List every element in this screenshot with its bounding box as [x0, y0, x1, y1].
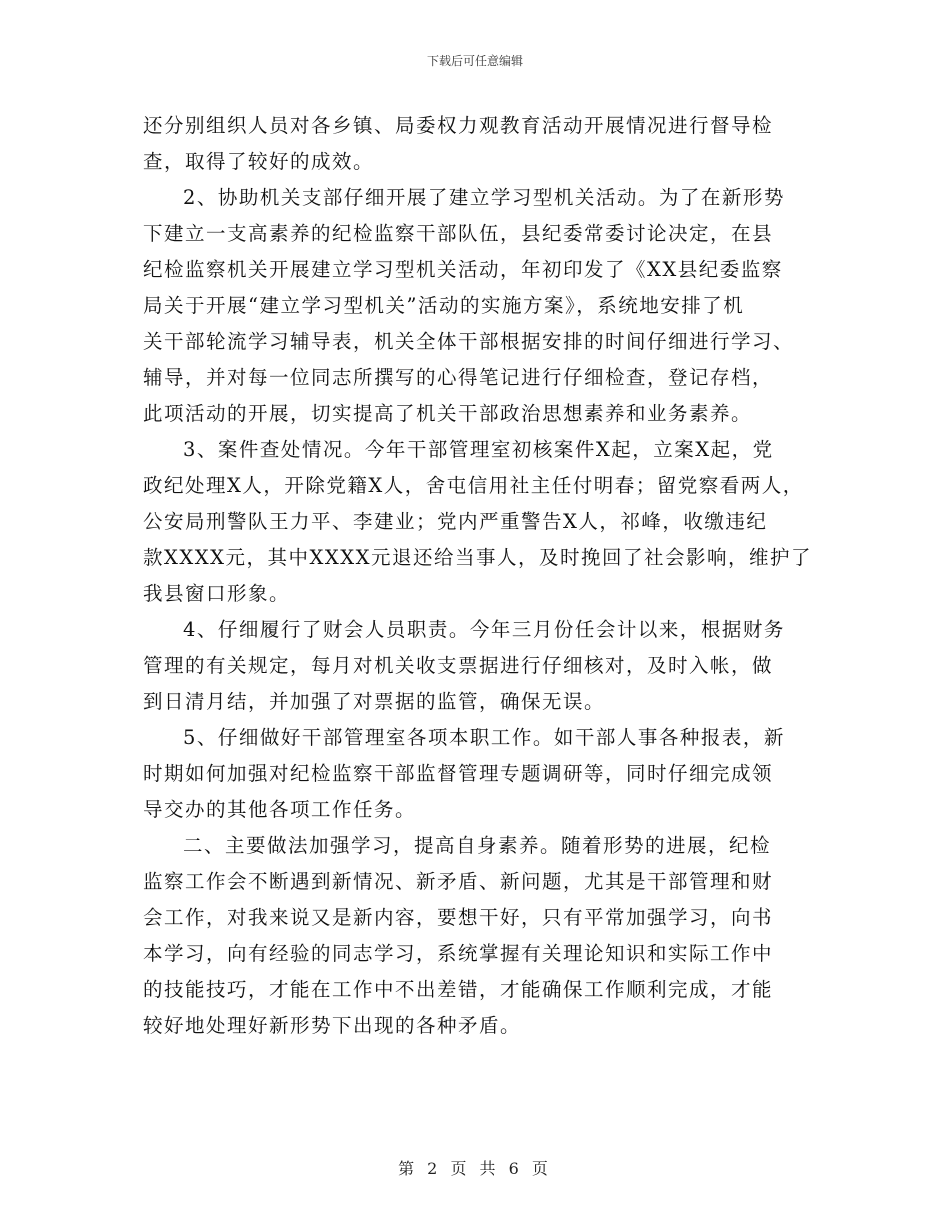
text-line: 到日清月结，并加强了对票据的监管，确保无误。 — [143, 690, 606, 713]
text-line: 二、主要做法加强学习，提高自身素养。随着形势的进展，纪检 — [183, 834, 772, 857]
body-text — [143, 108, 813, 1044]
text-line: 的技能技巧，才能在工作中不出差错，才能确保工作顺利完成，才能 — [143, 978, 774, 1001]
text-line: 本学习，向有经验的同志学习，系统掌握有关理论知识和实际工作中 — [143, 942, 774, 965]
text-line: 会工作，对我来说又是新内容，要想干好，只有平常加强学习，向书 — [143, 906, 774, 929]
text-line: 政纪处理X人，开除党籍X人，舍屯信用社主任付明春；留党察看两人， — [143, 474, 804, 497]
text-line: 局关于开展“建立学习型机关”活动的实施方案》，系统地安排了机 — [143, 294, 745, 317]
text-line: 5、仔细做好干部管理室各项本职工作。如干部人事各种报表，新 — [183, 726, 785, 749]
text-line: 时期如何加强对纪检监察干部监督管理专题调研等，同时仔细完成领 — [143, 762, 774, 785]
text-line: 导交办的其他各项工作任务。 — [143, 798, 417, 821]
text-line: 我县窗口形象。 — [143, 582, 291, 605]
text-line: 公安局刑警队王力平、李建业；党内严重警告X人，祁峰，收缴违纪 — [143, 510, 768, 533]
page-header: 下载后可任意编辑 — [426, 54, 523, 68]
text-line: 还分别组织人员对各乡镇、局委权力观教育活动开展情况进行督导检 — [143, 114, 774, 137]
text-line: 下建立一支高素养的纪检监察干部队伍，县纪委常委讨论决定，在县 — [143, 222, 774, 245]
text-line: 4、仔细履行了财会人员职责。今年三月份任会计以来，根据财务 — [183, 618, 785, 641]
text-line: 监察工作会不断遇到新情况、新矛盾、新问题，尤其是干部管理和财 — [143, 870, 774, 893]
text-line: 此项活动的开展，切实提高了机关干部政治思想素养和业务素养。 — [143, 402, 753, 425]
text-line: 较好地处理好新形势下出现的各种矛盾。 — [143, 1014, 522, 1037]
text-line: 3、案件查处情况。今年干部管理室初核案件X起，立案X起，党 — [183, 438, 774, 461]
page-footer: 第 2 页 共 6 页 — [398, 1159, 552, 1178]
text-line: 管理的有关规定，每月对机关收支票据进行仔细核对，及时入帐，做 — [143, 654, 774, 677]
text-line: 纪检监察机关开展建立学习型机关活动，年初印发了《XX县纪委监察 — [143, 258, 783, 281]
text-line: 辅导，并对每一位同志所撰写的心得笔记进行仔细检查，登记存档， — [143, 366, 774, 389]
text-line: 2、协助机关支部仔细开展了建立学习型机关活动。为了在新形势 — [183, 186, 785, 209]
text-line: 关干部轮流学习辅导表，机关全体干部根据安排的时间仔细进行学习、 — [143, 330, 795, 353]
text-line: 查，取得了较好的成效。 — [143, 150, 375, 173]
text-line: 款XXXX元，其中XXXX元退还给当事人，及时挽回了社会影响，维护了 — [143, 546, 813, 569]
